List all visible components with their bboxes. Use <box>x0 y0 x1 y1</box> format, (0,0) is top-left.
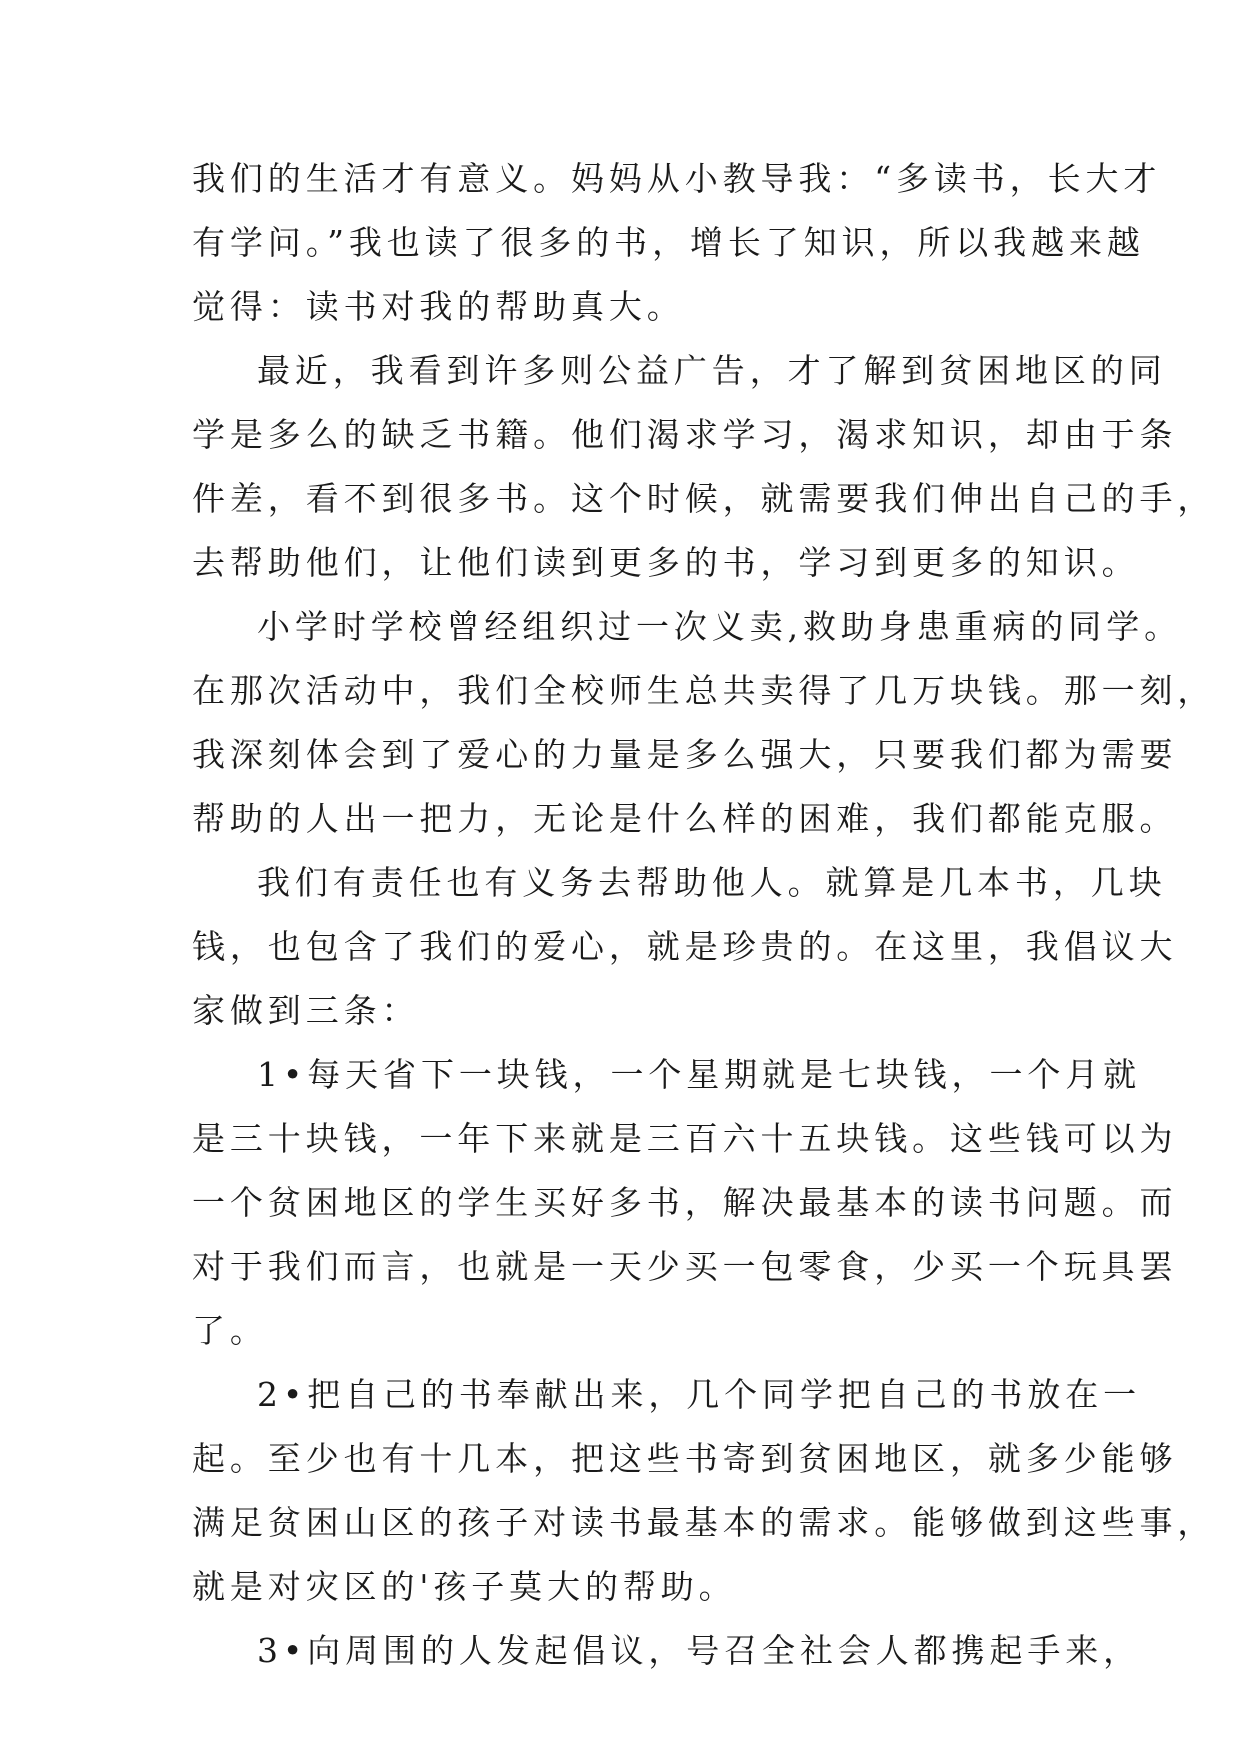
text-line: 去帮助他们，让他们读到更多的书，学习到更多的知识。 <box>192 543 1140 582</box>
text-line: 我深刻体会到了爱心的力量是多么强大，只要我们都为需要 <box>192 735 1178 774</box>
text-line: 是三十块钱，一年下来就是三百六十五块钱。这些钱可以为 <box>192 1119 1178 1158</box>
text-line: 我们有责任也有义务去帮助他人。就算是几本书，几块 <box>257 863 1167 902</box>
text-line: 一个贫困地区的学生买好多书，解决最基本的读书问题。而 <box>192 1183 1178 1222</box>
text-line: 3•向周围的人发起倡议，号召全社会人都携起手来， <box>257 1631 1142 1670</box>
text-line: 家做到三条： <box>192 991 420 1030</box>
text-line: 就是对灾区的'孩子莫大的帮助。 <box>192 1567 737 1606</box>
text-line: 小学时学校曾经组织过一次义卖,救助身患重病的同学。 <box>257 607 1182 646</box>
text-line: 帮助的人出一把力，无论是什么样的困难，我们都能克服。 <box>192 799 1178 838</box>
text-line: 钱，也包含了我们的爱心，就是珍贵的。在这里，我倡议大 <box>192 927 1178 966</box>
text-line: 了。 <box>192 1311 268 1350</box>
text-line: 1•每天省下一块钱，一个星期就是七块钱，一个月就 <box>257 1055 1142 1094</box>
text-line: 我们的生活才有意义。妈妈从小教导我：“多读书，长大才 <box>192 159 1162 198</box>
text-line: 件差，看不到很多书。这个时候，就需要我们伸出自己的手， <box>192 479 1216 518</box>
text-line: 在那次活动中，我们全校师生总共卖得了几万块钱。那一刻， <box>192 671 1216 710</box>
text-line: 有学问。”我也读了很多的书，增长了知识，所以我越来越 <box>192 223 1145 262</box>
text-line: 最近，我看到许多则公益广告，才了解到贫困地区的同 <box>257 351 1167 390</box>
text-line: 起。至少也有十几本，把这些书寄到贫困地区，就多少能够 <box>192 1439 1178 1478</box>
text-line: 满足贫困山区的孩子对读书最基本的需求。能够做到这些事， <box>192 1503 1216 1542</box>
text-line: 学是多么的缺乏书籍。他们渴求学习，渴求知识，却由于条 <box>192 415 1178 454</box>
text-line: 觉得：读书对我的帮助真大。 <box>192 287 685 326</box>
text-line: 对于我们而言，也就是一天少买一包零食，少买一个玩具罢 <box>192 1247 1178 1286</box>
text-line: 2•把自己的书奉献出来，几个同学把自己的书放在一 <box>257 1375 1142 1414</box>
